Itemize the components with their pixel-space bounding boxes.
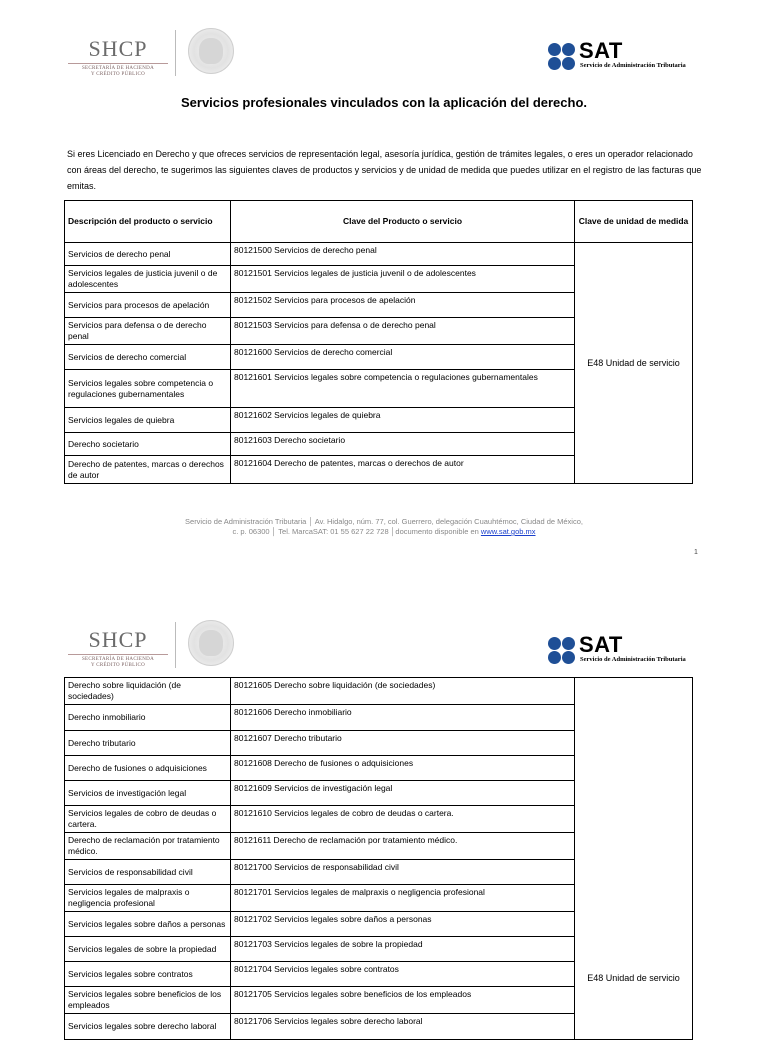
service-description-cell: Derecho de fusiones o adquisiciones xyxy=(65,756,231,781)
shcp-logo xyxy=(68,629,168,669)
services-table-page-1 xyxy=(64,200,693,484)
service-description-cell: Servicios de responsabilidad civil xyxy=(65,860,231,885)
service-description-cell: Derecho inmobiliario xyxy=(65,705,231,731)
service-description-cell: Derecho tributario xyxy=(65,731,231,756)
sat-subtitle: Servicio de Administración Tributaria xyxy=(580,656,686,663)
page-footer xyxy=(0,517,768,537)
service-code-cell: 80121608 Derecho de fusiones o adquisiciones xyxy=(231,756,575,781)
service-code-cell: 80121605 Derecho sobre liquidación (de sociedades) xyxy=(231,678,575,705)
service-code-cell: 80121706 Servicios legales sobre derecho laboral xyxy=(231,1014,575,1040)
footer-line-2: c. p. 06300 │ Tel. MarcaSAT: 01 55 627 22 728 │documento disponible en xyxy=(232,527,479,536)
shcp-subtitle-1: SECRETARÍA DE HACIENDA xyxy=(81,66,155,71)
header-divider xyxy=(175,622,176,668)
shcp-logo xyxy=(68,38,168,78)
document-title: Servicios profesionales vinculados con la aplicación del derecho. xyxy=(180,95,588,110)
service-code-cell: 80121502 Servicios para procesos de apelación xyxy=(231,293,575,318)
services-table-page-2 xyxy=(64,677,693,1040)
sat-dots-icon xyxy=(548,43,576,71)
service-code-cell: 80121705 Servicios legales sobre beneficios de los empleados xyxy=(231,987,575,1014)
service-description-cell: Derecho sobre liquidación (de sociedades) xyxy=(65,678,231,705)
page-number: 1 xyxy=(694,549,698,556)
service-description-cell: Derecho societario xyxy=(65,433,231,456)
unit-code-cell: E48 Unidad de servicio xyxy=(575,678,693,1040)
service-code-cell: 80121701 Servicios legales de malpraxis o negligencia profesional xyxy=(231,885,575,912)
service-description-cell: Servicios legales de justicia juvenil o de adolescentes xyxy=(65,266,231,293)
service-description-cell: Servicios legales sobre contratos xyxy=(65,962,231,987)
service-code-cell: 80121600 Servicios de derecho comercial xyxy=(231,345,575,370)
unit-code-cell: E48 Unidad de servicio xyxy=(575,243,693,484)
header-divider xyxy=(175,30,176,76)
service-description-cell: Servicios legales de cobro de deudas o cartera. xyxy=(65,806,231,833)
service-code-cell: 80121609 Servicios de investigación legal xyxy=(231,781,575,806)
service-code-cell: 80121610 Servicios legales de cobro de deudas o cartera. xyxy=(231,806,575,833)
service-code-cell: 80121607 Derecho tributario xyxy=(231,731,575,756)
sat-logo-text: SAT xyxy=(579,632,623,657)
shcp-subtitle-1: SECRETARÍA DE HACIENDA xyxy=(81,657,155,662)
service-description-cell: Servicios legales sobre beneficios de los empleados xyxy=(65,987,231,1014)
footer-line-1: Servicio de Administración Tributaria │ Av. Hidalgo, núm. 77, col. Guerrero, delegación Cuauhtémoc, Ciudad de México, xyxy=(185,517,583,526)
service-description-cell: Servicios de derecho penal xyxy=(65,243,231,266)
sat-logo xyxy=(548,38,708,73)
service-code-cell: 80121501 Servicios legales de justicia juvenil o de adolescentes xyxy=(231,266,575,293)
service-description-cell: Servicios para procesos de apelación xyxy=(65,293,231,318)
intro-paragraph: Si eres Licenciado en Derecho y que ofreces servicios de representación legal, asesoría jurídica, gestión de trámites legales, o eres un operador relacionado con áreas del derecho, te sugerimos las siguientes claves de productos y servicios y de unidad de medida que puedes utilizar en el registro de las facturas que emitas. xyxy=(67,149,702,191)
service-code-cell: 80121703 Servicios legales de sobre la propiedad xyxy=(231,937,575,962)
table-row xyxy=(65,678,693,705)
header-description: Descripción del producto o servicio xyxy=(65,201,231,243)
service-code-cell: 80121503 Servicios para defensa o de derecho penal xyxy=(231,318,575,345)
table-header-row xyxy=(65,201,693,243)
shcp-logo-text: SHCP xyxy=(88,36,148,61)
shcp-logo-text: SHCP xyxy=(88,627,148,652)
service-code-cell: 80121500 Servicios de derecho penal xyxy=(231,243,575,266)
service-code-cell: 80121700 Servicios de responsabilidad civil xyxy=(231,860,575,885)
service-code-cell: 80121704 Servicios legales sobre contratos xyxy=(231,962,575,987)
service-description-cell: Servicios legales sobre daños a personas xyxy=(65,912,231,937)
service-description-cell: Servicios de derecho comercial xyxy=(65,345,231,370)
sat-dots-icon xyxy=(548,637,576,665)
service-code-cell: 80121603 Derecho societario xyxy=(231,433,575,456)
service-code-cell: 80121702 Servicios legales sobre daños a personas xyxy=(231,912,575,937)
sat-logo xyxy=(548,632,708,667)
service-description-cell: Servicios legales de malpraxis o negligencia profesional xyxy=(65,885,231,912)
header-unit: Clave de unidad de medida xyxy=(575,201,693,243)
shcp-subtitle-2: Y CRÉDITO PÚBLICO xyxy=(91,663,145,668)
sat-logo-text: SAT xyxy=(579,38,623,63)
service-code-cell: 80121601 Servicios legales sobre competencia o regulaciones gubernamentales xyxy=(231,370,575,408)
service-description-cell: Derecho de patentes, marcas o derechos de autor xyxy=(65,456,231,484)
sat-subtitle: Servicio de Administración Tributaria xyxy=(580,62,686,69)
service-description-cell: Servicios para defensa o de derecho penal xyxy=(65,318,231,345)
service-code-cell: 80121606 Derecho inmobiliario xyxy=(231,705,575,731)
service-description-cell: Derecho de reclamación por tratamiento médico. xyxy=(65,833,231,860)
table-row xyxy=(65,243,693,266)
service-description-cell: Servicios legales de quiebra xyxy=(65,408,231,433)
service-code-cell: 80121602 Servicios legales de quiebra xyxy=(231,408,575,433)
header-code: Clave del Producto o servicio xyxy=(231,201,575,243)
service-description-cell: Servicios legales sobre derecho laboral xyxy=(65,1014,231,1040)
service-code-cell: 80121611 Derecho de reclamación por tratamiento médico. xyxy=(231,833,575,860)
shcp-subtitle-2: Y CRÉDITO PÚBLICO xyxy=(91,72,145,77)
service-code-cell: 80121604 Derecho de patentes, marcas o derechos de autor xyxy=(231,456,575,484)
service-description-cell: Servicios de investigación legal xyxy=(65,781,231,806)
service-description-cell: Servicios legales sobre competencia o regulaciones gubernamentales xyxy=(65,370,231,408)
service-description-cell: Servicios legales de sobre la propiedad xyxy=(65,937,231,962)
sat-website-link[interactable]: www.sat.gob.mx xyxy=(480,527,536,536)
page-separator xyxy=(0,576,768,588)
national-seal-icon xyxy=(188,28,234,74)
national-seal-icon xyxy=(188,620,234,666)
